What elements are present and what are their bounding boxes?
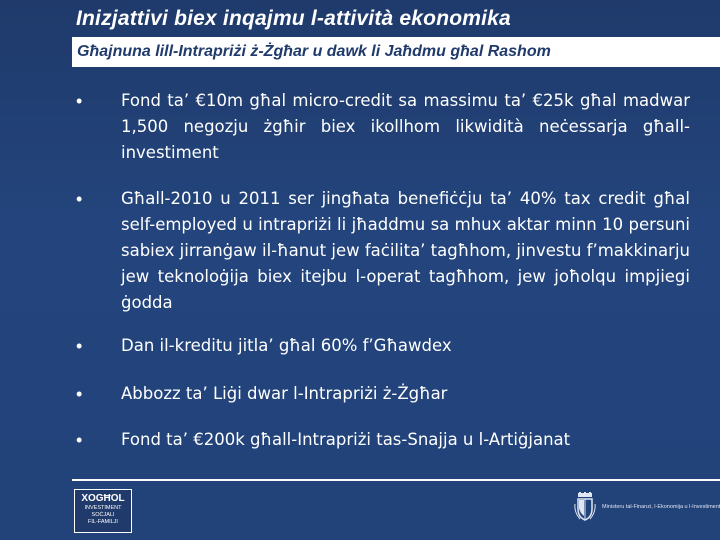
bullet-text: Abbozz ta’ Liġi dwar l-Intrapriżi ż-Żgħar [121, 384, 448, 403]
bullet-icon: • [76, 430, 83, 450]
bullet-icon: • [76, 91, 83, 111]
bullet-text: Għall-2010 u 2011 ser jingħata benefiċċju ta’ 40% tax credit għal self-employed u intrapriżi li jħaddmu sa mhux aktar minn 10 persuni sabiex jirranġaw il-ħanut jew faċilita’ tagħhom, jinvestu f’makkinarju jew teknoloġija biex itejbu l-operat tagħhom, jew joħolqu impjiegi ġodda [121, 189, 690, 312]
ministry-name: Ministeru tal-Finanzi, l-Ekonomija u l-Investiment [602, 504, 720, 510]
logo-tagline-1: INVESTIMENT SOĊJALI [84, 505, 122, 518]
slide-title: Inizjattivi biex inqajmu l-attività ekonomika [76, 7, 511, 30]
slide-subtitle: Għajnuna lill-Intrapriżi ż-Żgħar u dawk li Jaħdmu għal Rashom [77, 43, 551, 60]
bullet-text: Fond ta’ €10m għal micro-credit sa massimu ta’ €25k għal madwar 1,500 negozju żgħir biex ikollhom likwidità neċessarja għall-investiment [121, 91, 690, 162]
bullet-text: Dan il-kreditu jitla’ għal 60% f’Għawdex [121, 336, 452, 355]
bullet-icon: • [76, 336, 83, 356]
xoghol-logo [74, 489, 132, 533]
bullet-icon: • [76, 384, 83, 404]
footer-divider [72, 479, 720, 481]
bullet-text: Fond ta’ €200k għall-Intrapriżi tas-Snajja u l-Artiġjanat [121, 430, 571, 449]
logo-wordmark: XOGĦOL [81, 493, 125, 504]
bullet-icon: • [76, 189, 83, 209]
coat-of-arms-icon [574, 492, 596, 522]
logo-tagline-2: FIL-FAMILJI [88, 519, 118, 525]
